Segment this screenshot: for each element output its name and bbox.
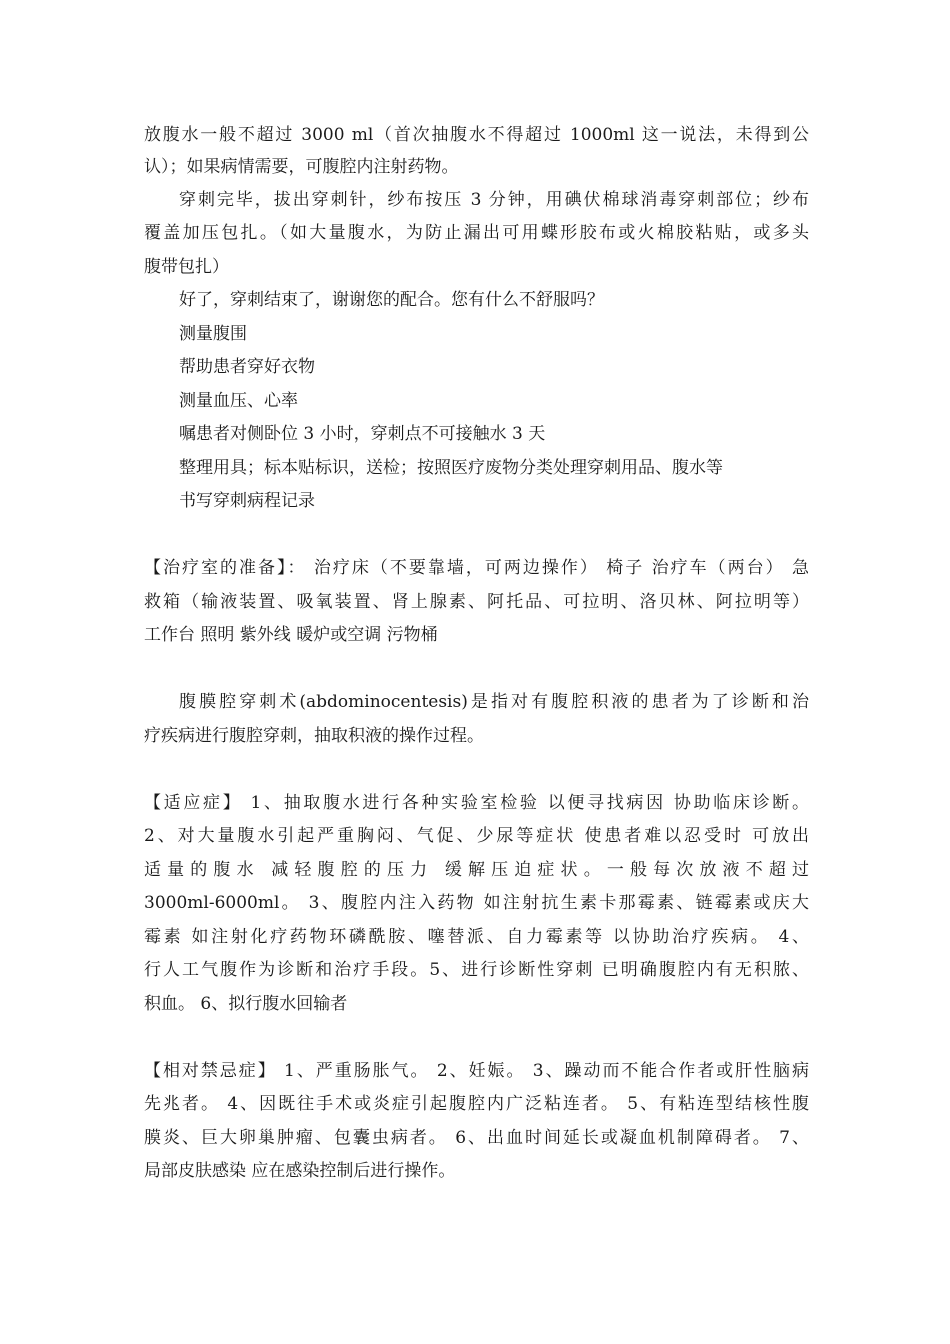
text-line: 疗疾病进行腹腔穿刺，抽取积液的操作过程。	[144, 726, 484, 746]
text-line: 行人工气腹作为诊断和治疗手段。5、进行诊断性穿刺 已明确腹腔内有无积脓、	[144, 960, 809, 980]
text-line: 认）；如果病情需要，可腹腔内注射药物。	[144, 157, 459, 177]
text-line: 书写穿刺病程记录	[179, 491, 315, 511]
text-line: 先兆者。 4、因既往手术或炎症引起腹腔内广泛粘连者。 5、有粘连型结核性腹	[144, 1094, 809, 1114]
text-line: 救箱（输液装置、吸氧装置、肾上腺素、阿托品、可拉明、洛贝林、阿拉明等）	[144, 592, 809, 612]
text-line: 覆盖加压包扎。（如大量腹水，为防止漏出可用蝶形胶布或火棉胶粘贴，或多头	[144, 223, 809, 243]
text-line: 帮助患者穿好衣物	[179, 357, 315, 377]
text-line: 局部皮肤感染 应在感染控制后进行操作。	[144, 1161, 456, 1181]
text-line: 积血。 6、拟行腹水回输者	[144, 994, 348, 1014]
text-line: 【适应症】 1、抽取腹水进行各种实验室检验 以便寻找病因 协助临床诊断。	[144, 793, 809, 813]
text-line: 【相对禁忌症】 1、严重肠胀气。 2、妊娠。 3、躁动而不能合作者或肝性脑病	[144, 1061, 809, 1081]
text-line: 2、对大量腹水引起严重胸闷、气促、少尿等症状 使患者难以忍受时 可放出	[144, 826, 809, 846]
text-line: 适量的腹水 减轻腹腔的压力 缓解压迫症状。一般每次放液不超过	[144, 860, 809, 880]
text-line: 测量腹围	[179, 324, 247, 344]
text-line: 放腹水一般不超过 3000 ml（首次抽腹水不得超过 1000ml 这一说法，未得到公	[144, 125, 809, 145]
text-line: 测量血压、心率	[179, 391, 298, 411]
text-line: 好了，穿刺结束了，谢谢您的配合。您有什么不舒服吗？	[179, 290, 604, 310]
text-line: 【治疗室的准备】： 治疗床（不要靠墙，可两边操作） 椅子 治疗车（两台） 急	[144, 558, 809, 578]
text-line: 工作台 照明 紫外线 暖炉或空调 污物桶	[144, 625, 438, 645]
text-line: 腹膜腔穿刺术(abdominocentesis)是指对有腹腔积液的患者为了诊断和治	[179, 692, 809, 712]
text-line: 嘱患者对侧卧位 3 小时，穿刺点不可接触水 3 天	[179, 424, 546, 444]
text-line: 腹带包扎）	[144, 257, 229, 277]
text-line: 穿刺完毕，拔出穿刺针，纱布按压 3 分钟，用碘伏棉球消毒穿刺部位；纱布	[179, 190, 809, 210]
text-line: 膜炎、巨大卵巢肿瘤、包囊虫病者。 6、出血时间延长或凝血机制障碍者。 7、	[144, 1128, 809, 1148]
text-line: 整理用具；标本贴标识，送检；按照医疗废物分类处理穿刺用品、腹水等	[179, 458, 723, 478]
text-line: 霉素 如注射化疗药物环磷酰胺、噻替派、自力霉素等 以协助治疗疾病。 4、	[144, 927, 809, 947]
text-line: 3000ml-6000ml。 3、腹腔内注入药物 如注射抗生素卡那霉素、链霉素或庆大	[144, 893, 809, 913]
